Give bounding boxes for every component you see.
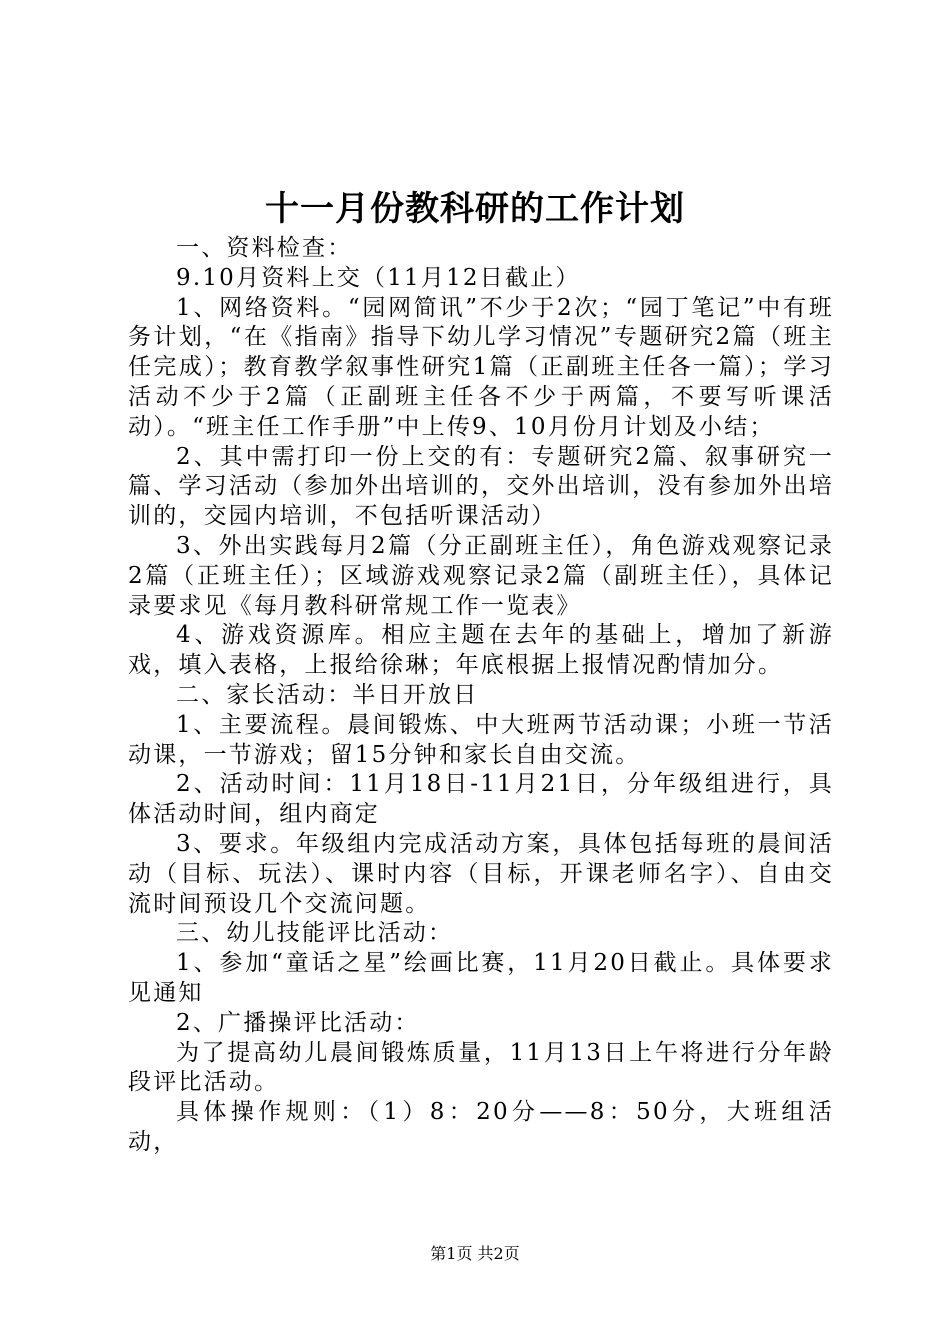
paragraph: 2、活动时间：11月18日-11月21日，分年级组进行，具体活动时间，组内商定 xyxy=(128,771,834,828)
document-title: 十一月份教科研的工作计划 xyxy=(265,189,685,229)
paragraph: 2、广播操评比活动： xyxy=(176,1009,420,1036)
document-body xyxy=(128,234,834,1158)
paragraph: 2、其中需打印一份上交的有：专题研究2篇、叙事研究一篇、学习活动（参加外出培训的，交外出培训，没有参加外出培训的，交园内培训，不包括听课活动） xyxy=(128,443,834,530)
paragraph: 三、幼儿技能评比活动： xyxy=(176,920,454,947)
paragraph: 3、要求。年级组内完成活动方案，具体包括每班的晨间活动（目标、玩法）、课时内容（目标，开课老师名字）、自由交流时间预设几个交流问题。 xyxy=(128,830,834,917)
paragraph: 一、资料检查： xyxy=(176,235,353,261)
paragraph: 4、游戏资源库。相应主题在去年的基础上，增加了新游戏，填入表格，上报给徐琳；年底根据上报情况酌情加分。 xyxy=(128,622,834,679)
paragraph: 9.10月资料上交（11月12日截止） xyxy=(176,264,581,291)
page-footer: 第1页 共2页 xyxy=(430,1244,520,1263)
paragraph: 1、参加“童话之星”绘画比赛，11月20日截止。具体要求见通知 xyxy=(128,950,834,1006)
paragraph: 3、外出实践每月2篇（分正副班主任），角色游戏观察记录2篇（正班主任）；区域游戏观察记录2篇（副班主任），具体记录要求见《每月教科研常规工作一览表》 xyxy=(128,532,834,619)
paragraph: 具体操作规则：（1）8：20分——8：50分，大班组活动， xyxy=(128,1099,834,1155)
paragraph: 为了提高幼儿晨间锻炼质量，11月13日上午将进行分年龄段评比活动。 xyxy=(128,1039,834,1096)
paragraph: 1、网络资料。“园网简讯”不少于2次；“园丁笔记”中有班务计划，“在《指南》指导下幼儿学习情况”专题研究2篇（班主任完成）；教育教学叙事性研究1篇（正副班主任各一篇）；学习活动不少于2篇（正副班主任各不少于两篇，不要写听课活动）。“班主任工作手册”中上传9、10月份月计划及小结； xyxy=(128,294,834,440)
paragraph: 1、主要流程。晨间锻炼、中大班两节活动课；小班一节活动课，一节游戏；留15分钟和家长自由交流。 xyxy=(128,711,834,768)
paragraph: 二、家长活动：半日开放日 xyxy=(176,681,479,708)
